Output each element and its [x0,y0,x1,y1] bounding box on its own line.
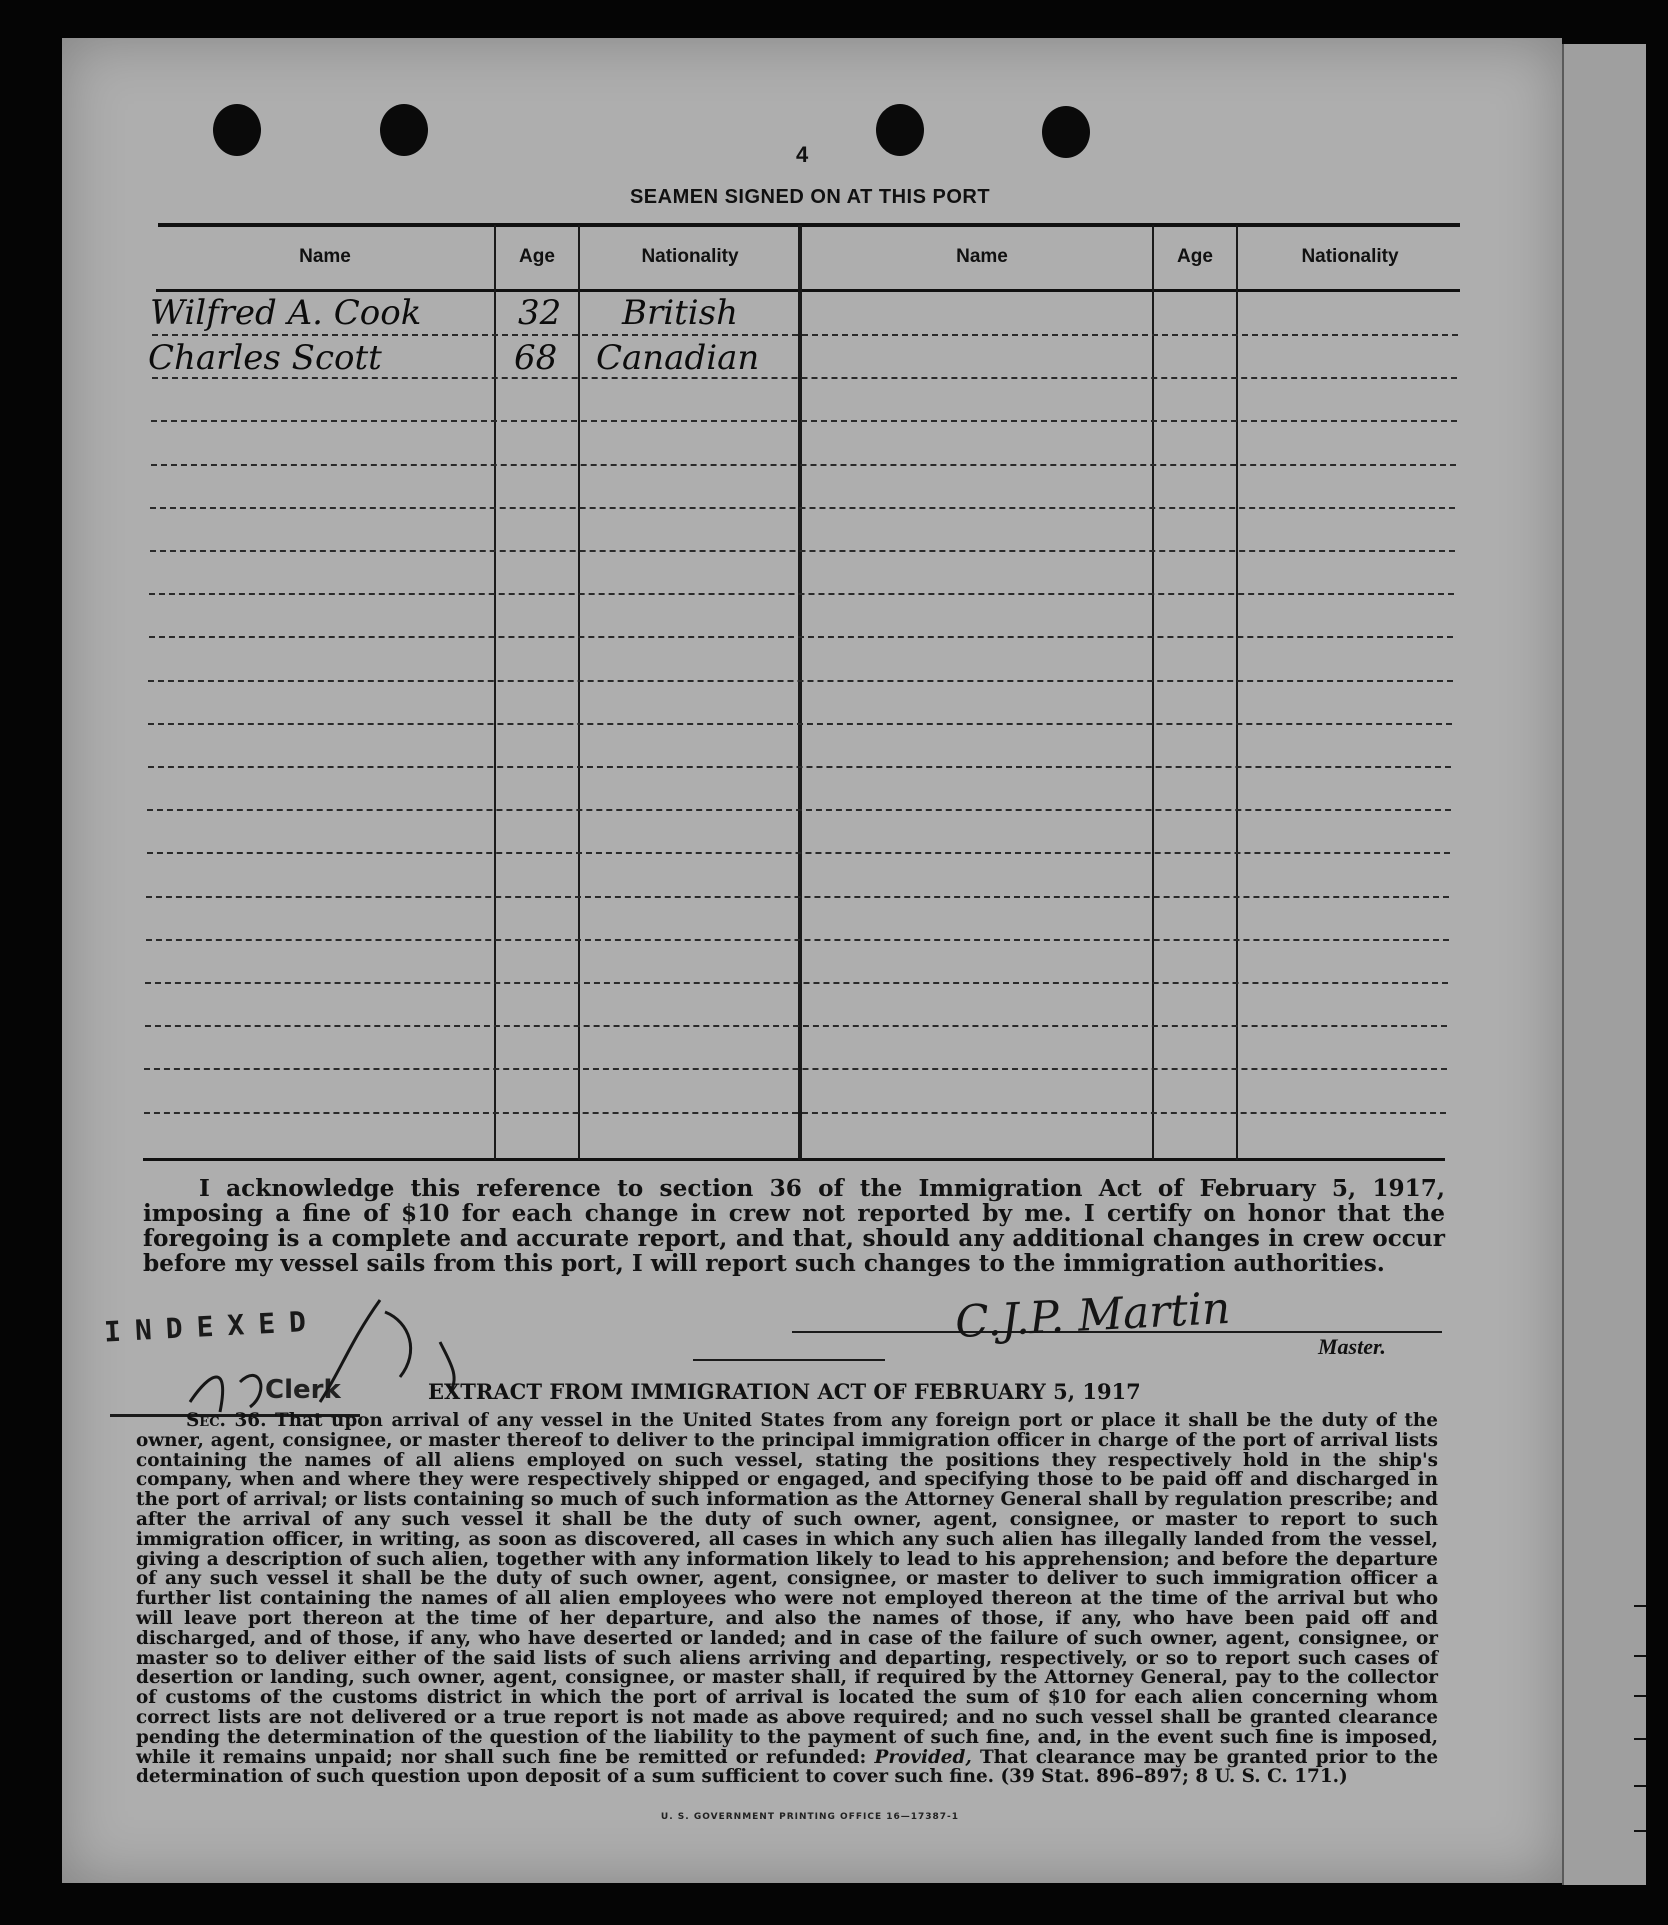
indexed-stamp: INDEXED [103,1304,321,1349]
edge-tick [1634,1830,1646,1832]
table-row-line [145,982,1448,984]
table-row-line [144,1112,1446,1114]
table-top-rule [158,223,1460,227]
extract-separator [693,1359,885,1361]
column-divider [1152,225,1154,1160]
header-name-left: Name [299,246,351,267]
extract-text-end: That clearance may be granted prior to the determination of such question upon deposit of a sum sufficient to cover such fine. (39 Stat. 896–897; 8 U. S. C. 171.) [136,1746,1439,1788]
table-row-line [152,334,1458,336]
table-row-line [146,939,1449,941]
table-row-line [144,1068,1447,1070]
table-row-line [149,636,1453,638]
edge-tick [1634,1695,1646,1697]
page-number: 4 [796,142,809,167]
provided-word: Provided, [874,1746,972,1768]
header-name-right: Name [956,246,1008,267]
table-row-line [150,507,1455,509]
acknowledgment-text: I acknowledge this reference to section 36 of the Immigration Act of February 5, 1917, imposing a fine of $10 for each change in crew not reported by me. I certify on honor that the foregoing is a complete and accurate report, and that, should any additional changes in crew occur before my vessel sails from this port, I will report such changes to the immigration authorities. [143,1175,1445,1277]
column-divider [578,225,580,1160]
table-row-line [147,852,1450,854]
table-row-line [150,550,1455,552]
table-row-line [151,420,1457,422]
punch-hole [380,104,428,156]
table-row-line [148,723,1452,725]
section-label: Sec. 36. [186,1410,267,1431]
table-row-line [149,593,1454,595]
edge-tick [1634,1655,1646,1657]
punch-hole [213,104,261,156]
header-nationality-left: Nationality [641,246,739,267]
crew-age: 32 [518,293,562,333]
table-row-line [147,809,1451,811]
table-row-line [148,680,1453,682]
crew-nationality: Canadian [596,338,760,378]
punch-hole [876,104,924,156]
edge-tick [1634,1785,1646,1787]
header-bottom-rule [156,289,1460,292]
column-divider-center [798,225,802,1160]
master-signature: C.J.P. Martin [953,1282,1232,1349]
header-nationality-right: Nationality [1301,246,1399,267]
page-edge-strip [1562,44,1646,1885]
table-row-line [148,766,1451,768]
column-divider [494,225,496,1160]
clerk-stamp: Clerk [265,1375,341,1405]
header-age-left: Age [519,246,555,267]
column-divider [1236,225,1238,1160]
table-row-line [145,1025,1447,1027]
edge-tick [1634,1738,1646,1740]
crew-age: 68 [514,338,558,378]
header-age-right: Age [1177,246,1213,267]
table-row-line [146,896,1449,898]
extract-text: That upon arrival of any vessel in the United States from any foreign port or place it shall be the duty of the owner, agent, consignee, or master thereof to deliver to the principal immigration officer in charge of the port of arrival lists containing the names of all aliens employed on such vessel, stating the positions they respectively hold in the ship's company, when and where they were respectively shipped or engaged, and specifying those to be paid off and discharged in the port of arrival; or lists containing so much of such information as the Attorney General shall by regulation prescribe; and after the arrival of any such vessel it shall be the duty of such owner, agent, consignee, or master to report to such immigration officer, in writing, as soon as discovered, all cases in which any such alien has illegally landed from the vessel, giving a description of such alien, together with any information likely to lead to his apprehension; and before the departure of any such vessel it shall be the duty of such owner, agent, consignee, or master to deliver to such immigration officer a further list containing the names of all alien employees who were not employed thereon at the time of the arrival but who will leave port thereon at the time of her departure, and also the names of those, if any, who have been paid off and discharged, and of those, if any, who have deserted or landed; and in case of the failure of such owner, agent, consignee, or master so to deliver either of the said lists of such aliens arriving and departing, respectively, or so to report such cases of desertion or landing, such owner, agent, consignee, or master shall, if required by the Attorney General, pay to the collector of customs of the customs district in which the port of arrival is located the sum of $10 for each alien concerning whom correct lists are not delivered or a true report is not made as above required; and no such vessel shall be granted clearance pending the determination of the question of the liability to the payment of such fine, and, in the event such fine is imposed, while it remains unpaid; nor shall such fine be remitted or refunded: [136,1410,1439,1768]
punch-hole [1042,106,1090,158]
edge-tick [1634,1605,1646,1607]
table-row-line [151,464,1456,466]
extract-title: EXTRACT FROM IMMIGRATION ACT OF FEBRUARY 5, 1917 [428,1379,1141,1404]
crew-name: Wilfred A. Cook [150,293,422,333]
master-label: Master. [1318,1334,1386,1359]
form-title: SEAMEN SIGNED ON AT THIS PORT [629,186,991,208]
table-bottom-rule [143,1158,1445,1161]
printing-office-imprint: U. S. GOVERNMENT PRINTING OFFICE 16—17387-1 [660,1812,960,1822]
extract-body [136,1411,1438,1787]
crew-name: Charles Scott [148,338,382,378]
crew-nationality: British [622,293,738,333]
